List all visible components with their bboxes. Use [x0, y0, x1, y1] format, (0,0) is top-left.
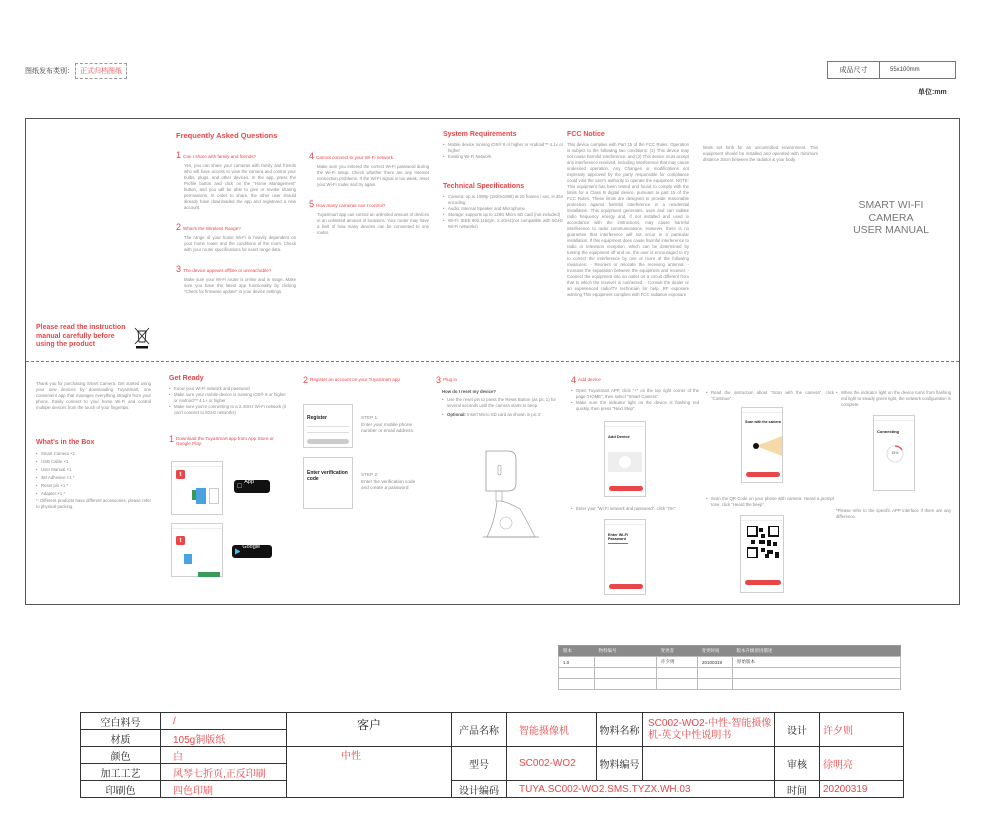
faq-item: 1 Can I share with family and friends? Yes, you can share your cameras with family and friends who will have access to view the camera and control your bulbs, plugs, and other devices. In the app, press the Profile button and click on the "Home Management" button, and you will be able to give or revoke sharing permissions. In order to share, the other user should already have downloaded the app and registered a new account. [176, 150, 296, 210]
scan-camera-screen: Scan with the camera [741, 407, 783, 483]
technical-specifications-title: Technical Specifications [443, 183, 525, 190]
list-item: • Optional: Insert Micro SD card as shown in pic 2 [442, 412, 556, 418]
connecting-screen: Connecting 15% [873, 415, 915, 491]
step-4-complete [836, 390, 951, 408]
faq-section-continued [309, 146, 429, 242]
table-row: 1.0 许夕则 20100319 原始版本 [559, 657, 901, 668]
release-category-label: 图纸发布类别： [25, 68, 74, 75]
qr-code-screen [740, 515, 784, 593]
fold-line [26, 361, 959, 362]
list-item: • User Manual ×1 [36, 466, 151, 474]
step-1-download: 1 Download the TuyaSmart app from App Store or Google Play. [169, 434, 274, 446]
continue-button [746, 472, 780, 477]
weee-bin-icon [134, 327, 150, 349]
qr-step-text: • Scan the QR Code on your phone with camera. Heard a prompt tone, click "Heard the beep". [706, 496, 834, 508]
list-item: • Use the reset pin to press the Reset Button (as pic 1) for several seconds until the camera starts to beep. [442, 397, 556, 409]
next-step-button [609, 486, 643, 491]
step-2-register: 2 Register an account on your TuyaSmart app [303, 375, 400, 385]
customer-label: 客户 [287, 713, 452, 747]
wifi-step-text: • Enter your "Wi-Fi network and password", click "OK". [571, 506, 699, 512]
technical-specifications [443, 183, 563, 230]
list-item: • Read the instruction about "Scan with the camera", click "Continue". [706, 390, 834, 402]
cover-title: SMART WI-FI CAMERA USER MANUAL [853, 199, 929, 236]
table-header: 版本 物料编号 变更者 变更时间 版本升级原因描述 [559, 646, 901, 657]
ok-button [609, 584, 643, 589]
list-item: • Mobile device running iOS® 8 or higher or Android™ 4.1x or higher [443, 142, 563, 154]
finished-size-box [827, 61, 956, 79]
manual-sheet [25, 118, 960, 605]
verification-screen: Enter verification code [303, 457, 353, 509]
get-ready-title: Get Ready [169, 375, 204, 382]
qr-code-icon [747, 526, 779, 558]
register-step-2: STEP 2: Enter the verification code and create a password [361, 472, 416, 490]
list-item: • Existing Wi-Fi Network [443, 154, 563, 160]
get-ready [169, 375, 286, 416]
revision-table [558, 645, 901, 690]
finished-size-label: 成品尺寸 [828, 62, 880, 78]
step-3-plug-in: 3 Plug in How do I reset my device? • Use the reset pin to press the Reset Button (as pic 1) for several seconds until the camera starts to beep. • Optional: Insert Micro SD card as shown in pic 2 [436, 375, 556, 418]
table-row [559, 668, 901, 679]
register-screen: Register [303, 404, 353, 448]
play-triangle-icon [235, 548, 240, 555]
google-play-badge[interactable]: GET IT ON Google Play [232, 545, 272, 558]
fcc-body-continued: limits set forth for an uncontrolled environment. This equipment should be installed and operated with minimum distance 20cm between the radiator & your body. [703, 145, 818, 162]
box-note: *: Different products have different accessories, please refer to physical packing. [36, 498, 151, 509]
faq-item: 5 How many cameras can I control? TuyaSmart app can control an unlimited amount of devices in an unlimited amount of locations. Your router may have a limit of how many devices can be connected to one router. [309, 199, 429, 235]
unit-label: 单位:mm [918, 89, 947, 96]
list-item: • Make sure your mobile device is running iOS® 8 or higher or Android™ 4.1+ or higher [169, 392, 286, 404]
list-item: • USB Cable ×1 [36, 458, 151, 466]
google-play-screenshot [171, 523, 223, 577]
intro-text: Thank you for purchasing Smart Camera. Get started using your new devices by downloading TuyaSmart, one convenient app that manages everything straight from your phone. Easily connect to your home Wi-Fi and control multiple devices from the touch of your fingertips. [36, 381, 151, 410]
list-item: • 3M Adhesive ×1 * [36, 474, 151, 482]
list-item: • Audio: Internal Speaker and Microphone [443, 206, 563, 212]
scan-beam-icon [752, 436, 782, 456]
list-item: • When the indicator light on the device turns from flashing red light to steady green light, the network configuration is complete. [836, 390, 951, 408]
system-requirements-title: System Requirements [443, 131, 517, 138]
faq-title: Frequently Asked Questions [176, 131, 278, 140]
release-category-tag: 正式归档图纸 [75, 63, 127, 79]
wifi-password-screen: Enter Wi-Fi Password [604, 519, 646, 595]
faq-item: 4 Cannot connect to your Wi-Fi network. Make sure you entered the correct Wi-Fi password during the Wi-Fi setup. Check whether there are any Internet connection problems. If the Wi-Fi signal is too weak, reset your Wi-Fi router and try again. [309, 151, 429, 187]
fcc-notice [567, 131, 689, 298]
table-row [559, 679, 901, 690]
title-block-table: 空白料号 / 客户 产品名称 智能摄像机 物料名称 SC002-WO2-中性-智能摄像机-英文中性说明书 设计 许夕则 材质 105g铜版纸 颜色 白 中性 型号 SC002-WO2 物料编号 审核 徐明亮 加工工艺 风琴七折页,正反印刷 印刷色 四色印刷 设计编码 TUYA.SC002-WO2.SMS.TYZX.WH.03 时间 20200319 [80, 712, 904, 798]
step-4-scan [706, 390, 834, 402]
list-item: • Storage: supports up to 128G Micro SD card (not included) [443, 212, 563, 218]
app-store-screenshot [171, 461, 223, 515]
read-manual-warning: Please read the instruction manual carefully before using the product [36, 324, 126, 348]
list-item: • Make sure the indicator light on the device is flashing red quickly, then press "Next Step". [571, 400, 699, 412]
fcc-body: This device complies with Part 15 of the FCC Rules. Operation is subject to the following two conditions: (1) This device may not cause harmful interference, and (2) This device must accept any interference received, including interference that may cause undesired operation. Any Changes or modifications not expressly approved by the party responsible for compliance could void the user's authority to operate the equipment. NOTE: This equipment has been tested and found to comply with the limits for a Class B digital device, pursuant to part 15 of the FCC Rules. These limits are designed to provide reasonable protection against harmful interference in a residential installation. This equipment generates, uses and can radiate radio frequency energy and, if not installed and used in accordance with the instructions, may cause harmful interference to radio communications. However, there is no guarantee that interference will not occur in a particular installation. If this equipment does cause harmful interference to radio or television reception, which can be determined by turning the equipment off and on, the user is encouraged to try to correct the interference by one or more of the following measures: - Reorient or relocate the receiving antenna. - Increase the separation between the equipment and receiver. - Connect the equipment into an outlet on a circuit different from that to which the receiver is connected. - Consult the dealer or an experienced radio/TV technician for help. RF exposure warning This equipment complies with FCC radiation exposure [567, 142, 689, 297]
faq-section [176, 131, 296, 301]
register-step-1: STEP 1: Enter your mobile phone number or email address. [361, 415, 415, 433]
customer-value: 中性 [287, 747, 452, 798]
finished-size-value: 55x100mm [890, 67, 920, 73]
app-store-badge[interactable]: Download on the App Store [234, 480, 270, 493]
whats-in-the-box-title: What's in the Box [36, 439, 95, 446]
list-item: • Know your Wi-Fi network and password [169, 386, 286, 392]
list-item: • Make sure you're connecting to a 2.4GHz Wi-Fi network (it can't connect to 5GHz networks) [169, 404, 286, 416]
heard-beep-button [745, 580, 781, 585]
list-item: • Smart Camera ×1 [36, 450, 151, 458]
faq-item: 3 The device appears offline or unreachable? Make sure your Wi-Fi router is online and in range. Make sure you have the latest app functionality by clicking "Check for firmware update" in your device settings. [176, 264, 296, 294]
camera-illustration [481, 449, 546, 554]
tuyasmart-app-icon: t [176, 536, 185, 545]
list-item: • Adapter ×1 * [36, 490, 151, 498]
whats-in-the-box [36, 439, 151, 510]
list-item: • Reset pin ×1 * [36, 482, 151, 490]
fcc-title: FCC Notice [567, 131, 605, 138]
tuyasmart-app-icon: t [176, 470, 185, 479]
list-item: • Camera: up to 1080p (1920x1080) at 20 frames / sec, H.264 encoding [443, 194, 563, 206]
list-item: • Wi-Fi: IEEE 802.11b/g/n, 2.4GHz(not compatible with 5GHz Wi-Fi networks) [443, 218, 563, 230]
system-requirements [443, 131, 563, 160]
step-4-add-device: 4 Add device • Open TuyaSmart APP, click "+" on the top right corner of the page "HOME", then select "Smart Camera". • Make sure the indicator light on the device is flashing red quickly, then press "Next Step". [571, 375, 699, 412]
app-difference-note: *Please refer to the specific APP interface if there are any difference. [836, 508, 951, 519]
add-device-screen: Add Device [604, 421, 646, 497]
list-item: • Open TuyaSmart APP, click "+" on the top right corner of the page "HOME", then select "Smart Camera". [571, 388, 699, 400]
faq-item: 2 What's the Wireless Range? The range of your home Wi-Fi is heavily dependent on your home router and the conditions of the room. Check with your router specifications for exact range data. [176, 222, 296, 252]
